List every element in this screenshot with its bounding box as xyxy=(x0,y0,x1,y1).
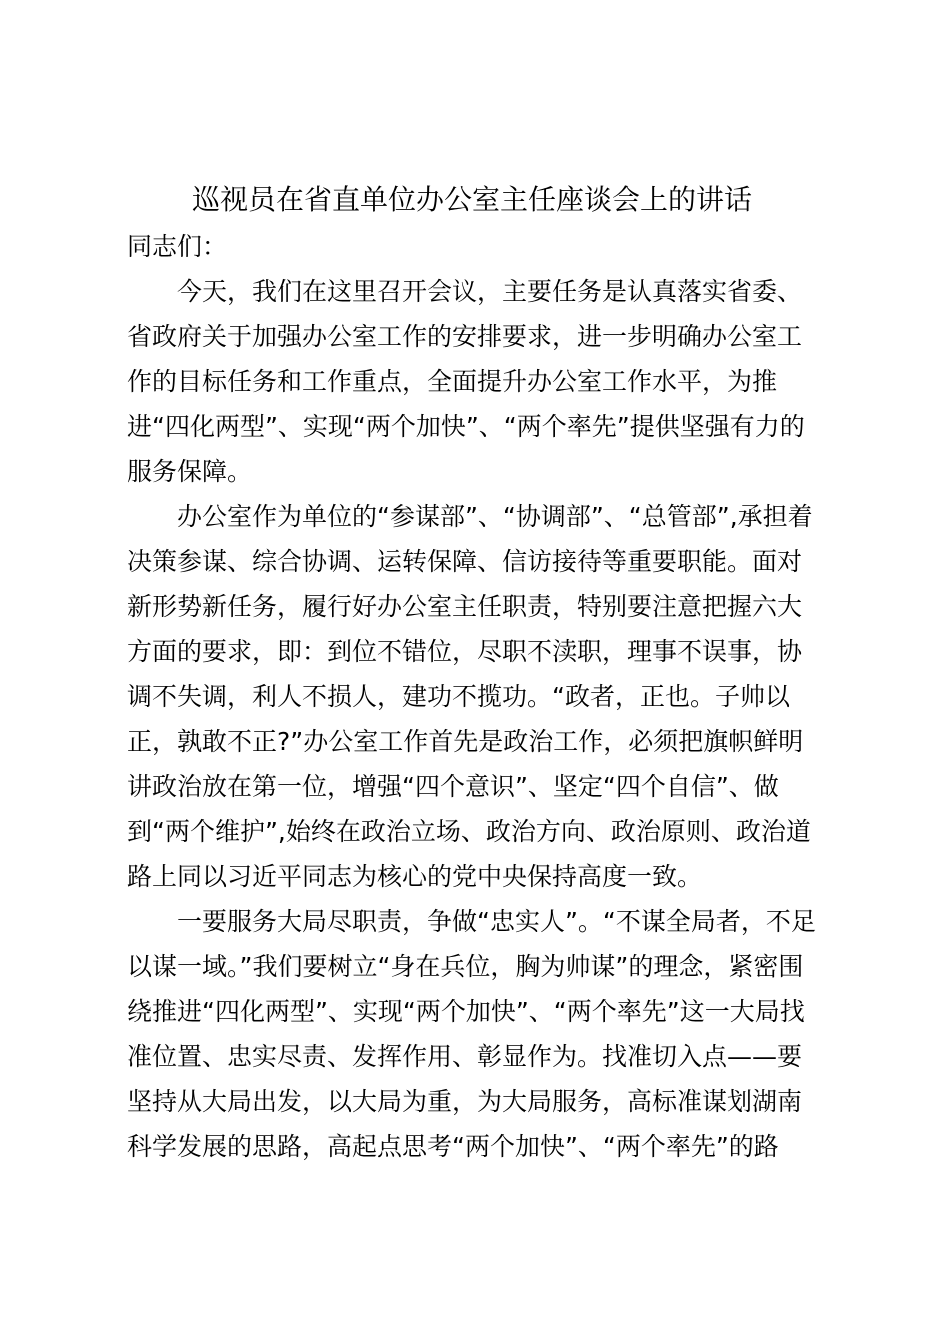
text-line: 以谋一域。”我们要树立“身在兵位，胸为帅谋”的理念，紧密围 xyxy=(127,952,804,981)
document-body xyxy=(127,224,832,1169)
text-line: 作的目标任务和工作重点，全面提升办公室工作水平，为推 xyxy=(127,367,778,396)
text-line: 进“四化两型”、实现“两个加快”、“两个率先”提供坚强有力的 xyxy=(127,412,805,441)
text-line: 科学发展的思路，高起点思考“两个加快”、“两个率先”的路 xyxy=(127,1132,779,1161)
text-line: 讲政治放在第一位，增强“四个意识”、坚定“四个自信”、做 xyxy=(127,772,779,801)
text-line: 准位置、忠实尽责、发挥作用、彰显作为。找准切入点——要 xyxy=(127,1042,803,1071)
text-line: 省政府关于加强办公室工作的安排要求，进一步明确办公室工 xyxy=(127,322,803,351)
salutation: 同志们： xyxy=(127,232,228,261)
text-line: 绕推进“四化两型”、实现“两个加快”、“两个率先”这一大局找 xyxy=(127,997,805,1026)
paragraph-1 xyxy=(127,269,832,494)
text-line: 今天，我们在这里召开会议，主要任务是认真落实省委、 xyxy=(127,277,803,306)
text-line: 办公室作为单位的“参谋部”、“协调部”、“总管部”,承担着 xyxy=(127,502,813,531)
text-line: 方面的要求，即：到位不错位，尽职不渎职，理事不误事，协 xyxy=(127,637,803,666)
text-line: 服务保障。 xyxy=(127,457,253,486)
text-line: 到“两个维护”,始终在政治立场、政治方向、政治原则、政治道 xyxy=(127,817,811,846)
text-line: 正，孰敢不正?”办公室工作首先是政治工作，必须把旗帜鲜明 xyxy=(127,727,804,756)
text-line: 路上同以习近平同志为核心的党中央保持高度一致。 xyxy=(127,862,703,891)
paragraph-3 xyxy=(127,899,832,1169)
text-line: 决策参谋、综合协调、运转保障、信访接待等重要职能。面对 xyxy=(127,547,803,576)
text-line: 调不失调，利人不损人，建功不揽功。“政者，正也。子帅以 xyxy=(127,682,790,711)
paragraph-2 xyxy=(127,494,832,899)
document-title: 巡视员在省直单位办公室主任座谈会上的讲话 xyxy=(192,183,753,216)
text-line: 一要服务大局尽职责，争做“忠实人”。“不谋全局者，不足 xyxy=(127,907,816,936)
text-line: 坚持从大局出发，以大局为重，为大局服务，高标准谋划湖南 xyxy=(127,1087,803,1116)
text-line: 新形势新任务，履行好办公室主任职责，特别要注意把握六大 xyxy=(127,592,803,621)
